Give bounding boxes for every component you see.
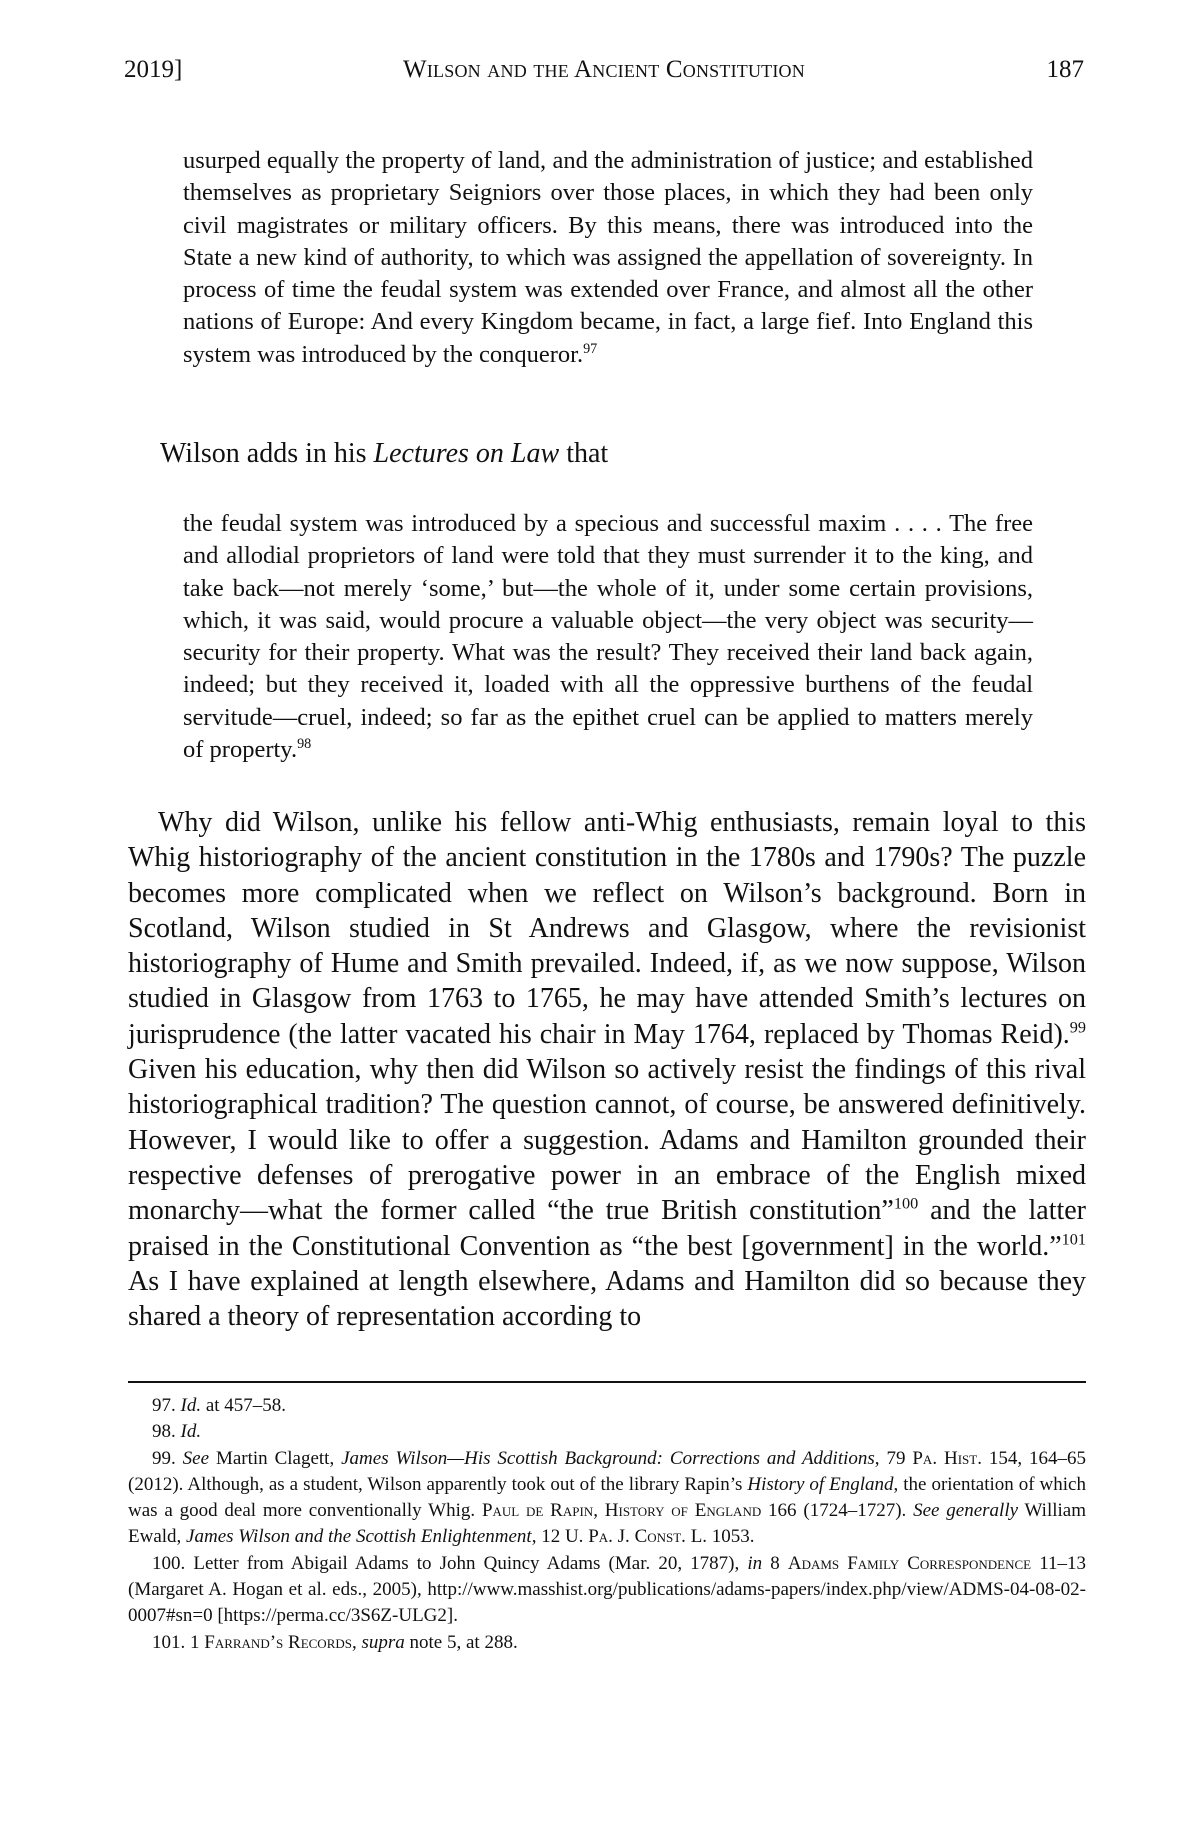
- lead-in-before: Wilson adds in his: [160, 438, 374, 469]
- in-signal: in: [747, 1552, 763, 1574]
- block-quote-2-text: the feudal system was introduced by a specious and successful maxim . . . . The free and allodial proprietors of land were told that they must surrender it to the king, and take back—not merely ‘some,’ but—the whole of it, under some certain provisions, which, it was said, would procure a valuable object—the very object was security—security for their property. What was the result? They received their land back again, indeed; but they received it, loaded with all the oppressive burthens of the feudal servitude—cruel, indeed; so far as the epithet cruel can be applied to matters merely of property.: [183, 510, 1033, 764]
- footnote-text: , 79: [874, 1447, 913, 1469]
- book-citation: Paul de Rapin, History of England: [481, 1500, 762, 1522]
- footnote-text: , the orientation of which was a good deal more conventionally Whig.: [128, 1473, 1086, 1522]
- source-title: Farrand’s Records: [204, 1631, 352, 1653]
- article-title: James Wilson and the Scottish Enlightenment: [186, 1526, 532, 1548]
- footnote-number: 97.: [152, 1395, 176, 1416]
- footnote-text: L. 1053.: [685, 1526, 755, 1548]
- header-year: 2019]: [124, 56, 183, 83]
- footnote-100: [128, 1551, 1086, 1630]
- footnote-ref-100[interactable]: 100: [893, 1194, 919, 1213]
- footnote-text: ,: [351, 1631, 362, 1653]
- lead-in-sentence: [160, 437, 608, 471]
- block-quote-1-text: usurped equally the property of land, and the administration of justice; and established themselves as proprietary Seigniors over those places, in which they had been only civil magistrates or military officers. By this means, there was introduced into the State a new kind of authority, to which was assigned the appellation of sovereignty. In process of time the feudal system was extended over France, and almost all the other nations of Europe: And every Kingdom became, in fact, a large fief. Into England this system was introduced by the conqueror.: [183, 147, 1033, 368]
- see-signal: See: [182, 1447, 210, 1469]
- footnote-text: note 5, at 288.: [404, 1631, 518, 1653]
- book-title: History of England: [747, 1473, 894, 1495]
- body-paragraph: [128, 805, 1086, 1334]
- journal-abbrev: Pa.: [588, 1526, 613, 1548]
- page-number: 187: [1046, 56, 1084, 83]
- journal-name: Pa. Hist.: [912, 1447, 982, 1469]
- footnote-text: at 457–58.: [201, 1395, 287, 1416]
- footnote-divider: [128, 1381, 1086, 1383]
- journal-abbrev: Const.: [634, 1526, 686, 1548]
- footnote-ref-101[interactable]: 101: [1061, 1230, 1086, 1249]
- see-generally-signal: See generally: [913, 1500, 1019, 1522]
- footnote-text: J.: [612, 1526, 635, 1548]
- body-text-part1: Why did Wilson, unlike his fellow anti-Whig enthusiasts, remain loyal to this Whig historiography of the ancient constitution in the 1780s and 1790s? The puzzle becomes more complicated when we reflect on Wilson’s background. Born in Scotland, Wilson studied in St Andrews and Glasgow, where the revisionist historiography of Hume and Smith prevailed. Indeed, if, as we now suppose, Wilson studied in Glasgow from 1763 to 1765, he may have attended Smith’s lectures on jurisprudence (the latter vacated his chair in May 1764, replaced by Thomas Reid).: [128, 807, 1086, 1050]
- footnote-99: [128, 1446, 1086, 1551]
- footnote-text: 1: [185, 1631, 205, 1653]
- footnote-number: 100.: [152, 1552, 186, 1574]
- id-signal: Id.: [180, 1395, 202, 1416]
- header-title: Wilson and the Ancient Constitution: [403, 56, 805, 83]
- footnote-text: , 12 U.: [531, 1526, 589, 1548]
- body-text-part3: and the latter praised in the Constitutional Convention as “the best [government] in the world.”: [128, 1195, 1086, 1262]
- footnote-text: Martin Clagett,: [209, 1447, 342, 1469]
- supra-signal: supra: [361, 1631, 405, 1653]
- footnote-ref-98[interactable]: 98: [297, 735, 312, 752]
- lead-in-after: that: [559, 438, 609, 469]
- footnote-98: [128, 1419, 1086, 1445]
- footnote-ref-99[interactable]: 99: [1069, 1018, 1086, 1037]
- footnote-101: [128, 1630, 1086, 1656]
- footnote-text: 166 (1724–1727).: [761, 1500, 914, 1522]
- id-signal: Id.: [180, 1421, 202, 1443]
- footnote-text: 8: [762, 1552, 788, 1574]
- running-header: [124, 56, 1084, 92]
- footnote-text: William Ewald,: [128, 1500, 1087, 1548]
- footnote-ref-97[interactable]: 97: [583, 340, 598, 357]
- article-title: James Wilson—His Scottish Background: Corrections and Additions: [341, 1447, 875, 1469]
- footnote-number: 99.: [152, 1447, 176, 1469]
- footnote-text: 154, 164–65 (2012). Although, as a student, Wilson apparently took out of the library Rapin’s: [128, 1447, 1087, 1495]
- body-text-part2: Given his education, why then did Wilson so actively resist the findings of this rival historiographical tradition? The question cannot, of course, be answered definitively. However, I would like to offer a suggestion. Adams and Hamilton grounded their respective defenses of prerogative power in an embrace of the English mixed monarchy—what the former called “the true British constitution”: [128, 1054, 1086, 1227]
- lectures-title: Lectures on Law: [373, 438, 560, 469]
- source-title: Adams Family Correspondence: [787, 1552, 1032, 1574]
- footnote-text-with-url[interactable]: 11–13 (Margaret A. Hogan et al. eds., 2005), http://www.masshist.org/publications/adams-papers/index.php/view/ADMS-04-08-02-0007#sn=0 [https://perma.cc/3S6Z-ULG2].: [128, 1552, 1087, 1627]
- footnote-97: [128, 1393, 1086, 1419]
- block-quote-2: [183, 508, 1033, 766]
- footnote-number: 98.: [152, 1421, 176, 1443]
- block-quote-1: [183, 145, 1033, 371]
- body-text-part4: As I have explained at length elsewhere, Adams and Hamilton did so because they shared a theory of representation according to: [128, 1265, 1086, 1333]
- footnote-text: Letter from Abigail Adams to John Quincy Adams (Mar. 20, 1787),: [185, 1552, 748, 1574]
- footnote-number: 101.: [152, 1631, 186, 1653]
- footnotes: [128, 1393, 1086, 1656]
